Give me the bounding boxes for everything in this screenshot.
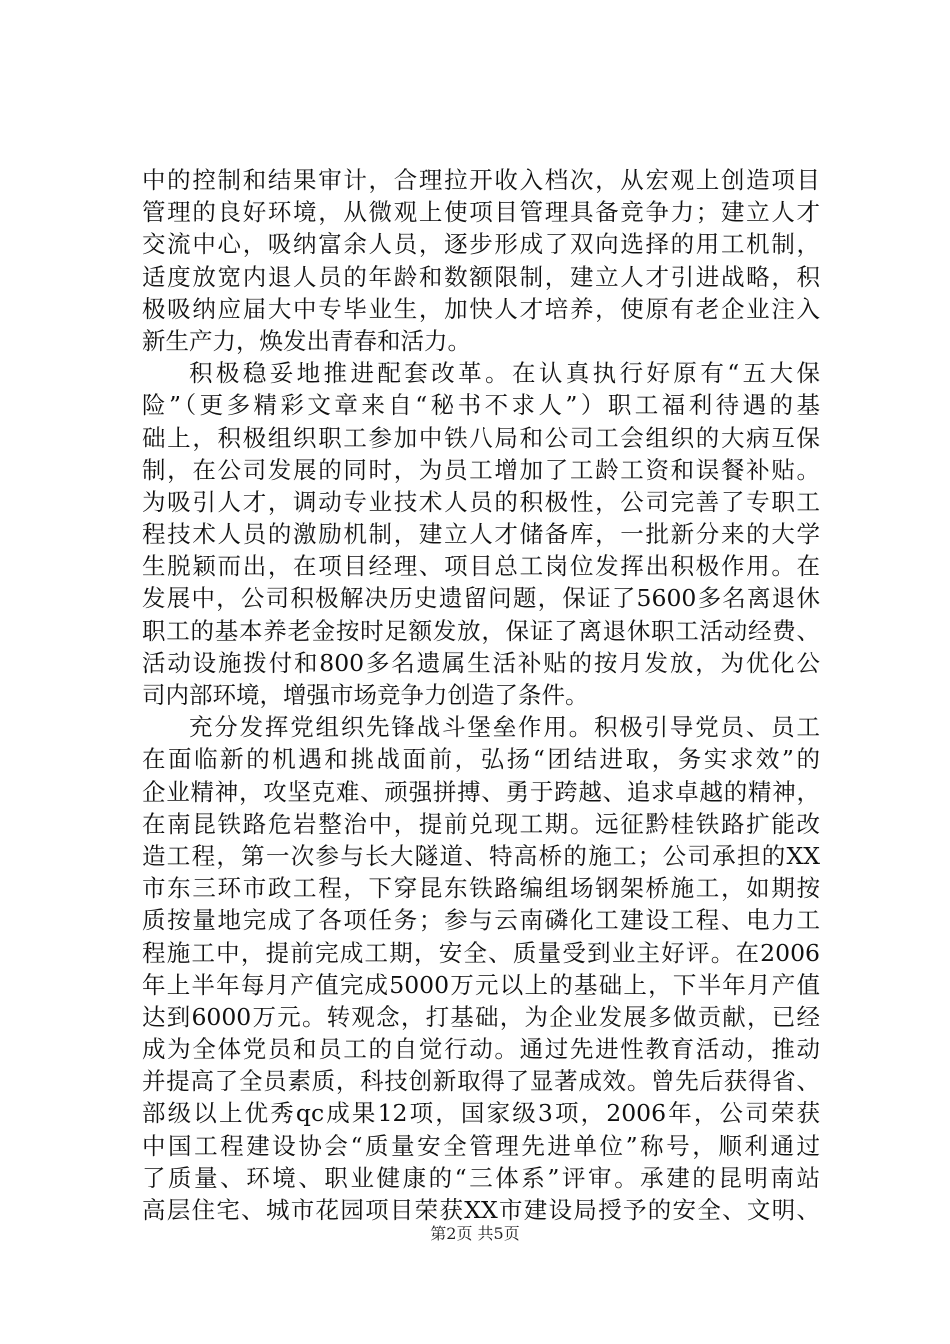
text-line: 年上半年每月产值完成5000万元以上的基础上，下半年月产值 — [142, 970, 820, 999]
paragraph-start-line: 充分发挥党组织先锋战斗堡垒作用。积极引导党员、员工 — [189, 713, 820, 742]
text-line: 发展中，公司积极解决历史遗留问题，保证了5600多名离退休 — [142, 584, 820, 613]
text-line: 达到6000万元。转观念，打基础，为企业发展多做贡献，已经 — [142, 1002, 820, 1031]
text-line: 生脱颖而出，在项目经理、项目总工岗位发挥出积极作用。在 — [142, 552, 820, 581]
text-line: 部级以上优秀qc成果12项，国家级3项，2006年，公司荣获 — [142, 1099, 820, 1128]
text-line: 企业精神，攻坚克难、顽强拼搏、勇于跨越、追求卓越的精神， — [142, 777, 820, 806]
text-line: 新生产力，焕发出青春和活力。 — [142, 326, 471, 355]
text-line: 高层住宅、城市花园项目荣获XX市建设局授予的安全、文明、 — [142, 1196, 820, 1224]
text-line: 并提高了全员素质，科技创新取得了显著成效。曾先后获得省、 — [142, 1067, 820, 1096]
text-line: 管理的良好环境，从微观上使项目管理具备竞争力；建立人才 — [142, 198, 820, 227]
text-line: 在南昆铁路危岩整治中，提前兑现工期。远征黔桂铁路扩能改 — [142, 809, 820, 838]
text-line: 在面临新的机遇和挑战面前，弘扬“团结进取，务实求效”的 — [142, 745, 820, 774]
text-line: 极吸纳应届大中专毕业生，加快人才培养，使原有老企业注入 — [142, 294, 820, 323]
text-line: 质按量地完成了各项任务；参与云南磷化工建设工程、电力工 — [142, 906, 820, 935]
text-line: 交流中心，吸纳富余人员，逐步形成了双向选择的用工机制， — [142, 230, 820, 259]
text-line: 司内部环境，增强市场竞争力创造了条件。 — [142, 681, 589, 709]
document-body — [142, 164, 820, 1226]
text-line: 程技术人员的激励机制，建立人才储备库，一批新分来的大学 — [142, 520, 820, 549]
text-line: 制，在公司发展的同时，为员工增加了工龄工资和误餐补贴。 — [142, 455, 820, 484]
page-number-footer: 第2页 共5页 — [430, 1224, 520, 1243]
paragraph-start-line: 积极稳妥地推进配套改革。在认真执行好原有“五大保 — [189, 359, 820, 388]
text-line: 险”（更多精彩文章来自“秘书不求人”）职工福利待遇的基 — [142, 391, 820, 420]
text-line: 成为全体党员和员工的自觉行动。通过先进性教育活动，推动 — [142, 1035, 820, 1064]
text-line: 中的控制和结果审计，合理拉开收入档次，从宏观上创造项目 — [142, 166, 820, 194]
text-line: 造工程，第一次参与长大隧道、特高桥的施工；公司承担的XX — [142, 841, 820, 870]
text-line: 活动设施拨付和800多名遗属生活补贴的按月发放，为优化公 — [142, 648, 820, 677]
text-line: 程施工中，提前完成工期，安全、质量受到业主好评。在2006 — [142, 938, 820, 967]
text-line: 市东三环市政工程，下穿昆东铁路编组场钢架桥施工，如期按 — [142, 874, 820, 903]
text-line: 职工的基本养老金按时足额发放，保证了离退休职工活动经费、 — [142, 616, 820, 645]
text-line: 了质量、环境、职业健康的“三体系”评审。承建的昆明南站 — [142, 1163, 820, 1192]
text-line: 为吸引人才，调动专业技术人员的积极性，公司完善了专职工 — [142, 487, 820, 516]
text-line: 中国工程建设协会“质量安全管理先进单位”称号，顺利通过 — [142, 1131, 820, 1160]
text-line: 础上，积极组织职工参加中铁八局和公司工会组织的大病互保 — [142, 423, 820, 452]
text-line: 适度放宽内退人员的年龄和数额限制，建立人才引进战略，积 — [142, 262, 820, 291]
